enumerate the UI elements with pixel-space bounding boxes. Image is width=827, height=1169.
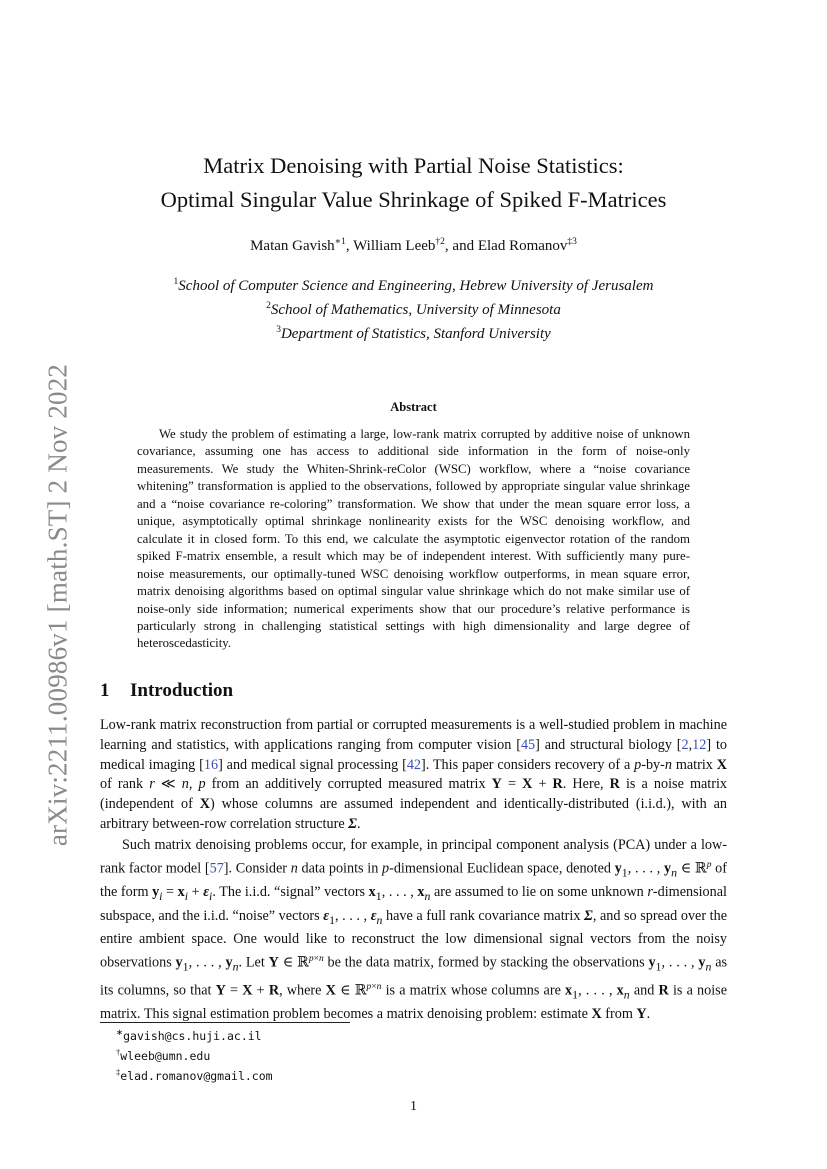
footnote-mark: † [116,1047,121,1058]
author-name: Elad Romanov [477,238,568,254]
footnote-list [116,1024,273,1084]
footnote-mark: ∗ [116,1027,124,1037]
affiliation-number: 3 [276,325,281,335]
author-separator: , and [444,238,478,254]
author-list [100,236,727,255]
affiliation [100,320,727,344]
intro-paragraph-2: Such matrix denoising problems occur, for example, in principal component analysis (PCA) under a low-rank factor model [57]. Consider n data points in p-dimensional Euclidean space, denoted $y_1$, . . . , $y_n$ ∈ ℝ$^p$ of the form $y_i = x_i + \varepsilon_i$. The i.i.d. “signal” vectors $x_1$, . . . , $x_n$ are assumed to lie on some unknown r-dimensional subspace, and the i.i.d. “noise” vectors $\varepsilon_1$, . . . , $\varepsilon_n$ have a full rank covariance matrix Σ, and so spread over the entire ambient space. One would like to reconstruct the low dimensional signal vectors from the noisy observations $y_1$, . . . , $y_n$. Let Y ∈ ℝ$^{p\times n}$ be the data matrix, formed by stacking the observations $y_1$, . . . , $y_n$ as its columns, so that Y = X + R, where X ∈ ℝ$^{p\times n}$ is a matrix whose columns are $x_1$, . . . , $x_n$ and R is a noise matrix. This signal estimation problem becomes a matrix denoising problem: estimate X from Y. [100,837,728,1022]
citation-link[interactable]: 45 [520,736,536,753]
citation-link[interactable]: 2 [681,736,689,753]
section-title: Introduction [130,680,234,701]
footnote [116,1044,273,1064]
affiliation [100,272,727,296]
footnote-email[interactable]: wleeb@umn.edu [120,1048,211,1063]
citation-link[interactable]: 42 [406,756,421,773]
affiliation-list [100,272,727,344]
affiliation-text: School of Mathematics, University of Minnesota [270,302,561,318]
intro-paragraph-1: Low-rank matrix reconstruction from partial or corrupted measurements is a well-studied problem in machine learning and statistics, with applications ranging from computer vision [45] and structural biology [2,12] to medical imaging [16] and medical signal processing [42]. This paper considers recovery of a p-by-n matrix X of rank r ≪ n, p from an additively corrupted measured matrix Y = X + R. Here, R is a noise matrix (independent of X) whose columns are assumed independent and identically-distributed (i.i.d.), with an arbitrary between-row correlation structure Σ. [100,717,727,832]
author-name: Matan Gavish [250,238,335,254]
affiliation-number: 1 [173,277,179,287]
citation-link[interactable]: 16 [203,756,219,773]
affiliation-text: Department of Statistics, Stanford University [280,326,551,342]
footnote [116,1064,273,1084]
author-marks: ‡3 [567,237,577,247]
affiliation [100,296,727,320]
page-number: 1 [410,1099,417,1114]
citation-link[interactable]: 57 [209,860,224,877]
footnote [116,1024,273,1044]
paper-title-line-2: Optimal Singular Value Shrinkage of Spiked F-Matrices [160,187,667,212]
affiliation-text: School of Computer Science and Engineering, Hebrew University of Jerusalem [178,278,654,294]
author-separator: , [345,238,354,254]
footnote-rule [100,1022,350,1023]
affiliation-number: 2 [266,301,271,311]
footnote-email[interactable]: gavish@cs.huji.ac.il [123,1028,262,1043]
author-name: William Leeb [353,238,436,254]
author-marks: †2 [435,237,445,247]
section-heading-introduction [100,680,233,702]
author-marks: ∗1 [334,237,346,247]
paper-title-line-1: Matrix Denoising with Partial Noise Statistics: [203,153,624,178]
footnote-email[interactable]: elad.romanov@gmail.com [120,1069,273,1084]
arxiv-identifier-stamp: arXiv:2211.00986v1 [math.ST] 2 Nov 2022 [42,363,73,847]
section-number: 1 [100,680,110,701]
citation-link[interactable]: 12 [692,736,707,753]
abstract-body: We study the problem of estimating a large, low-rank matrix corrupted by additive noise of unknown covariance, assuming one has access to additional side information in the form of noise-only measurements. We study the Whiten-Shrink-reColor (WSC) workflow, where a “noise covariance whitening” transformation is applied to the observations, followed by appropriate singular value shrinkage and a “noise covariance re-coloring” transformation. We show that under the mean square error loss, a unique, asymptotically optimal shrinkage nonlinearity exists for the WSC denoising workflow, and calculate it in closed form. To this end, we calculate the asymptotic eigenvector rotation of the random spiked F-matrix ensemble, a result which may be of independent interest. With sufficiently many pure-noise measurements, our optimally-tuned WSC denoising workflow outperforms, in mean square error, matrix denoising algorithms based on optimal singular value shrinkage which do not make similar use of noise-only side information; numerical experiments show that our procedure’s relative performance is particularly strong in challenging statistical settings with high dimensionality and large degree of heteroscedasticity. [137,427,690,651]
footnote-mark: ‡ [116,1067,121,1078]
abstract-heading: Abstract [390,400,437,414]
